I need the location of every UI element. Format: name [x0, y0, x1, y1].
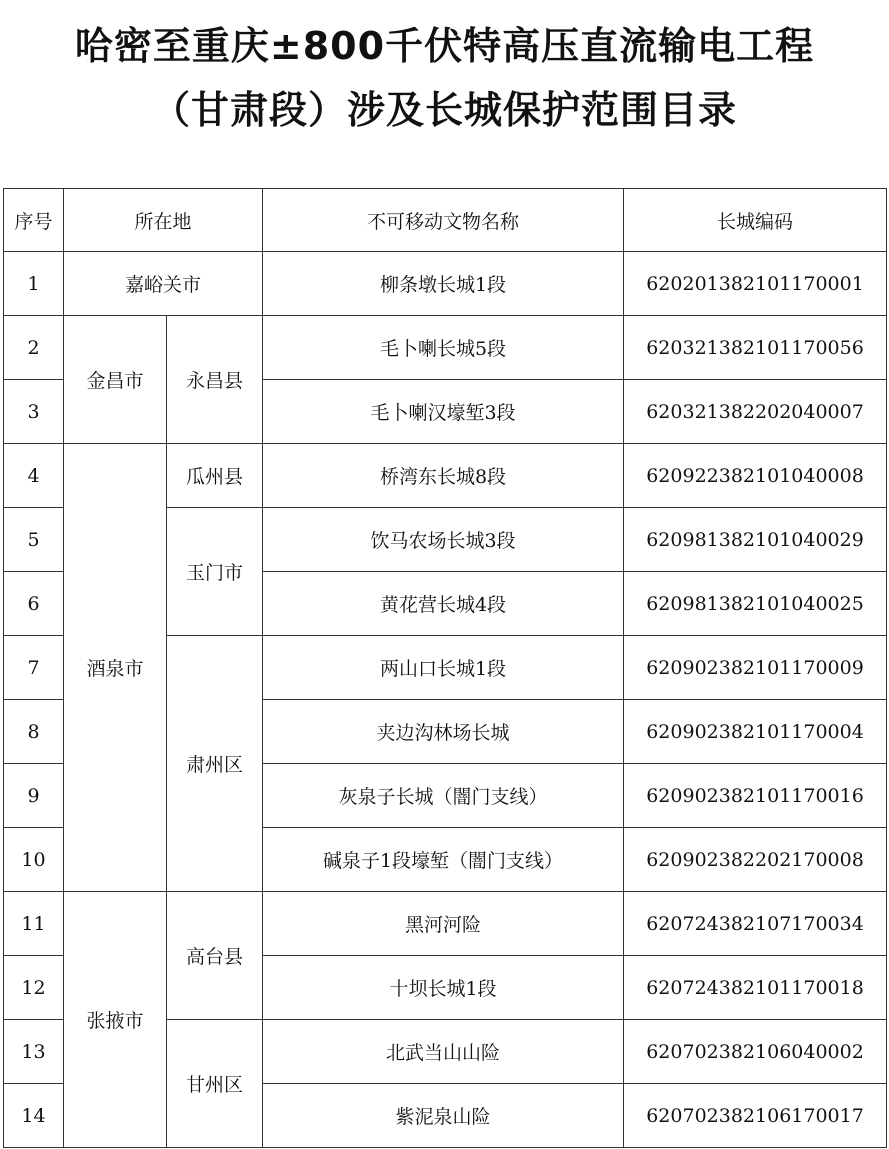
relic-name: 黄花营长城4段 — [263, 572, 624, 636]
relic-name: 饮马农场长城3段 — [263, 508, 624, 572]
relic-name: 黑河河险 — [263, 892, 624, 956]
wall-code: 620724382101170018 — [624, 956, 887, 1020]
relic-name: 毛卜喇长城5段 — [263, 316, 624, 380]
row-number: 7 — [4, 636, 64, 700]
wall-code: 620981382101040025 — [624, 572, 887, 636]
relic-name: 两山口长城1段 — [263, 636, 624, 700]
wall-code: 620321382101170056 — [624, 316, 887, 380]
county-cell: 永昌县 — [167, 316, 263, 444]
wall-code: 620902382101170004 — [624, 700, 887, 764]
row-number: 6 — [4, 572, 64, 636]
city-cell: 张掖市 — [64, 892, 167, 1148]
row-number: 10 — [4, 828, 64, 892]
wall-code: 620902382101170009 — [624, 636, 887, 700]
row-number: 8 — [4, 700, 64, 764]
wall-code: 620201382101170001 — [624, 252, 887, 316]
relic-name: 柳条墩长城1段 — [263, 252, 624, 316]
wall-code: 620922382101040008 — [624, 444, 887, 508]
county-cell: 甘州区 — [167, 1020, 263, 1148]
city-cell: 嘉峪关市 — [64, 252, 263, 316]
county-cell: 肃州区 — [167, 636, 263, 892]
wall-code: 620702382106040002 — [624, 1020, 887, 1084]
table-header-row — [4, 189, 887, 252]
page-title-line-1: 哈密至重庆±800千伏特高压直流输电工程 — [74, 24, 815, 68]
relic-name: 灰泉子长城（闇门支线） — [263, 764, 624, 828]
row-number: 11 — [4, 892, 64, 956]
wall-code: 620902382202170008 — [624, 828, 887, 892]
wall-code: 620902382101170016 — [624, 764, 887, 828]
row-number: 5 — [4, 508, 64, 572]
relic-name: 夹边沟林场长城 — [263, 700, 624, 764]
county-cell: 高台县 — [167, 892, 263, 1020]
city-cell: 酒泉市 — [64, 444, 167, 892]
wall-code: 620702382106170017 — [624, 1084, 887, 1148]
row-number: 9 — [4, 764, 64, 828]
row-number: 13 — [4, 1020, 64, 1084]
heritage-table — [3, 188, 887, 1148]
header-seq: 序号 — [4, 189, 64, 252]
county-cell: 瓜州县 — [167, 444, 263, 508]
table-row — [4, 316, 887, 380]
county-cell: 玉门市 — [167, 508, 263, 636]
row-number: 3 — [4, 380, 64, 444]
row-number: 1 — [4, 252, 64, 316]
relic-name: 毛卜喇汉壕堑3段 — [263, 380, 624, 444]
row-number: 12 — [4, 956, 64, 1020]
wall-code: 620724382107170034 — [624, 892, 887, 956]
relic-name: 紫泥泉山险 — [263, 1084, 624, 1148]
header-code: 长城编码 — [624, 189, 887, 252]
page-title-line-2: （甘肃段）涉及长城保护范围目录 — [151, 88, 737, 132]
row-number: 2 — [4, 316, 64, 380]
table-row — [4, 892, 887, 956]
city-cell: 金昌市 — [64, 316, 167, 444]
table-row — [4, 252, 887, 316]
table-row — [4, 444, 887, 508]
relic-name: 十坝长城1段 — [263, 956, 624, 1020]
wall-code: 620321382202040007 — [624, 380, 887, 444]
relic-name: 桥湾东长城8段 — [263, 444, 624, 508]
header-name: 不可移动文物名称 — [263, 189, 624, 252]
relic-name: 北武当山山险 — [263, 1020, 624, 1084]
wall-code: 620981382101040029 — [624, 508, 887, 572]
row-number: 14 — [4, 1084, 64, 1148]
row-number: 4 — [4, 444, 64, 508]
header-location: 所在地 — [64, 189, 263, 252]
relic-name: 碱泉子1段壕堑（闇门支线） — [263, 828, 624, 892]
